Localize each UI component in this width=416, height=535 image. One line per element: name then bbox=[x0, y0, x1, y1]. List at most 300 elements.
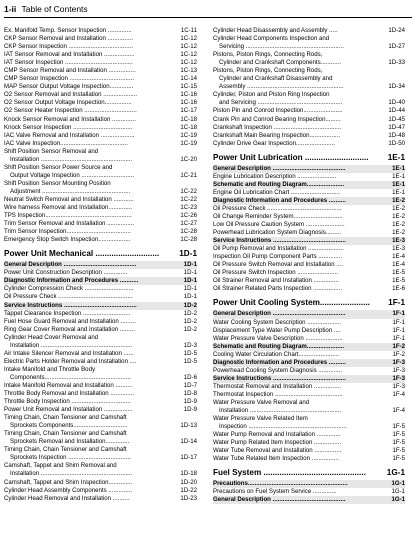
toc-entry-page: 1D-40 bbox=[388, 99, 405, 107]
toc-entry[interactable] bbox=[213, 335, 405, 343]
toc-entry-title: IAC Valve Inspection........................................ bbox=[4, 139, 128, 147]
toc-entry-title: Water Pressure Valve Description ...................... bbox=[213, 334, 343, 342]
toc-entry[interactable] bbox=[213, 140, 405, 148]
toc-entry[interactable] bbox=[213, 253, 405, 261]
toc-entry-page: 1E-2 bbox=[392, 229, 405, 237]
toc-entry[interactable] bbox=[4, 43, 197, 51]
toc-entry-title: Neutral Switch Removal and Installation ............ bbox=[4, 195, 134, 203]
toc-entry[interactable] bbox=[4, 358, 197, 366]
toc-entry-title: O2 Sensor Removal and Installation .................... bbox=[4, 91, 138, 99]
toc-entry-title: Cylinder Head Components Inspection and bbox=[213, 35, 330, 43]
toc-entry[interactable] bbox=[4, 285, 197, 293]
toc-subsection[interactable] bbox=[213, 165, 405, 173]
toc-entry-title: Knock Sensor Inspection ................................... bbox=[4, 123, 133, 131]
toc-entry-title: Assembly ......................................................... bbox=[219, 83, 344, 91]
toc-entry-title: IAC Valve Removal and Installation .................... bbox=[4, 131, 135, 139]
toc-entry-page: 1C-12 bbox=[180, 51, 197, 59]
toc-entry-page: 1E-6 bbox=[392, 285, 405, 293]
toc-entry-page: 1E-1 bbox=[392, 180, 405, 188]
toc-entry-page: 1C-21 bbox=[180, 171, 197, 179]
toc-subsection[interactable] bbox=[213, 359, 405, 367]
toc-entry-title: Power Unit Mechanical ............................ bbox=[4, 249, 160, 259]
toc-entry[interactable] bbox=[213, 423, 405, 431]
toc-entry-title: Service Instructions ........................................... bbox=[213, 374, 346, 382]
toc-entry-title: Engine Lubrication Description ....................... bbox=[213, 172, 337, 180]
toc-entry-title: Timing Chain, Chain Tensioner and Camshaft bbox=[4, 446, 127, 454]
toc-entry[interactable] bbox=[4, 51, 197, 59]
toc-entry[interactable] bbox=[4, 172, 197, 180]
toc-entry-page: 1D-45 bbox=[388, 115, 405, 123]
toc-entry[interactable] bbox=[213, 399, 405, 407]
toc-entry-title: IAT Sensor Inspection ........................................ bbox=[4, 59, 133, 67]
toc-entry-page: 1D-1 bbox=[183, 285, 197, 293]
toc-entry[interactable] bbox=[4, 422, 197, 430]
toc-subsection[interactable] bbox=[4, 302, 197, 310]
toc-entry-title: Diagnostic Information and Procedures .......... bbox=[213, 196, 346, 204]
toc-entry-title: Cooling Water Circulation Chart........................ bbox=[213, 350, 340, 358]
toc-entry[interactable] bbox=[4, 342, 197, 350]
toc-entry-page: 1C-13 bbox=[180, 67, 197, 75]
toc-subsection[interactable] bbox=[213, 375, 405, 383]
toc-entry-title: CKP Sensor Removal and Installation ............... bbox=[4, 35, 133, 43]
toc-section-heading[interactable] bbox=[213, 463, 405, 480]
toc-entry-title: Installation ...................................................... bbox=[10, 341, 133, 349]
toc-entry-page: 1E-1 bbox=[392, 164, 405, 172]
toc-entry-title: Knock Sensor Removal and Installation .............. bbox=[4, 115, 136, 123]
toc-entry-title: Power Unit Cooling System...................... bbox=[213, 298, 370, 308]
toc-entry-title: Tappet Clearance Inspection ............................ bbox=[4, 309, 131, 317]
toc-entry[interactable] bbox=[213, 261, 405, 269]
toc-entry[interactable] bbox=[4, 446, 197, 454]
toc-entry-title: Intake Manifold Removal and Installation .......... bbox=[4, 381, 133, 389]
toc-entry-page: 1D-22 bbox=[180, 486, 197, 494]
toc-entry-title: Cylinder and Crankshaft Disassembly and bbox=[219, 75, 333, 83]
toc-entry[interactable] bbox=[4, 75, 197, 83]
toc-entry-title: General Description ........................................... bbox=[213, 310, 346, 318]
toc-entry-page: 1C-23 bbox=[180, 204, 197, 212]
toc-entry-page: 1D-1 bbox=[183, 293, 197, 301]
toc-entry-title: Output Voltage Inspection ............................... bbox=[10, 171, 134, 179]
toc-entry[interactable] bbox=[4, 236, 197, 244]
toc-entry[interactable] bbox=[4, 495, 197, 503]
toc-entry-title: Cylinder Head Removal and Installation .......... bbox=[4, 494, 130, 502]
toc-entry[interactable] bbox=[213, 455, 405, 463]
toc-entry-page: 1D-33 bbox=[388, 59, 405, 67]
toc-entry[interactable] bbox=[4, 454, 197, 462]
page-number: 1-ii bbox=[4, 4, 17, 14]
toc-entry[interactable] bbox=[213, 67, 405, 75]
toc-entry-page: 1F-1 bbox=[388, 298, 405, 308]
toc-entry-page: 1F-1 bbox=[392, 310, 405, 318]
toc-entry[interactable] bbox=[4, 180, 197, 188]
toc-entry[interactable] bbox=[213, 415, 405, 423]
toc-entry-page: 1C-12 bbox=[180, 59, 197, 67]
toc-entry[interactable] bbox=[4, 148, 197, 156]
toc-entry-page: 1D-2 bbox=[183, 301, 197, 309]
toc-entry-title: Cylinder, Piston and Piston Ring Inspection bbox=[213, 91, 330, 99]
toc-entry-title: Throttle Body Removal and Installation .............. bbox=[4, 390, 135, 398]
toc-entry-title: CMP Sensor Inspection ...................................... bbox=[4, 75, 134, 83]
toc-entry-title: and Servicing .................................................. bbox=[219, 99, 343, 107]
toc-entry-page: 1E-3 bbox=[392, 245, 405, 253]
header-divider bbox=[4, 17, 412, 18]
toc-entry-title: Diagnostic Information and Procedures ........... bbox=[4, 277, 139, 285]
toc-entry[interactable] bbox=[213, 277, 405, 285]
toc-entry[interactable] bbox=[213, 319, 405, 327]
toc-entry-title: Cylinder and Crankshaft Components............ bbox=[219, 59, 341, 67]
toc-entry-title: Engine Oil Lubrication Chart ............................. bbox=[213, 188, 341, 196]
toc-entry[interactable] bbox=[213, 431, 405, 439]
toc-entry-title: CKP Sensor Inspection ...................................... bbox=[4, 43, 133, 51]
toc-entry-title: Service Instructions ........................................... bbox=[213, 237, 346, 245]
toc-entry[interactable] bbox=[4, 27, 197, 35]
toc-entry-page: 1D-13 bbox=[180, 422, 197, 430]
toc-entry[interactable] bbox=[4, 196, 197, 204]
toc-entry[interactable] bbox=[213, 205, 405, 213]
toc-entry[interactable] bbox=[4, 188, 197, 196]
toc-entry-page: 1C-19 bbox=[180, 131, 197, 139]
toc-entry[interactable] bbox=[4, 59, 197, 67]
toc-entry-title: Schematic and Routing Diagram...................... bbox=[213, 342, 345, 350]
toc-entry[interactable] bbox=[4, 310, 197, 318]
toc-entry[interactable] bbox=[213, 285, 405, 293]
toc-entry-page: 1C-20 bbox=[180, 155, 197, 163]
toc-entry-page: 1C-12 bbox=[180, 35, 197, 43]
toc-entry-title: Cylinder Compression Check ............................. bbox=[4, 285, 134, 293]
toc-entry-page: 1G-1 bbox=[391, 496, 405, 504]
toc-entry-page: 1D-7 bbox=[183, 381, 197, 389]
toc-entry-title: Intake Manifold and Throttle Body bbox=[4, 365, 96, 373]
toc-section-heading[interactable] bbox=[213, 293, 405, 310]
toc-section-heading[interactable] bbox=[213, 148, 405, 165]
toc-section-heading[interactable] bbox=[4, 244, 197, 261]
toc-entry-page: 1F-5 bbox=[392, 423, 405, 431]
toc-entry-page: 1F-3 bbox=[392, 374, 405, 382]
toc-entry[interactable] bbox=[4, 116, 197, 124]
toc-entry-title: General Description ........................................... bbox=[4, 261, 137, 269]
toc-subsection[interactable] bbox=[213, 480, 405, 488]
toc-entry-page: 1C-22 bbox=[180, 187, 197, 195]
toc-entry-title: Power Unit Construction Description .............. bbox=[4, 269, 128, 277]
toc-entry-page: 1C-16 bbox=[180, 91, 197, 99]
toc-entry-title: Emergency Stop Switch Inspection................... bbox=[4, 236, 131, 244]
toc-entry-page: 1D-1 bbox=[183, 261, 197, 269]
toc-entry-title: Trim Sensor Inspection...................................... bbox=[4, 228, 131, 236]
toc-entry-title: Powerhead Lubrication System Diagnosis......... bbox=[213, 229, 342, 237]
toc-entry-page: 1D-1 bbox=[183, 277, 197, 285]
toc-entry-title: CMP Sensor Removal and Installation ................ bbox=[4, 67, 136, 75]
toc-entry-title: Crank Pin and Conrod Bearing Inspection......... bbox=[213, 115, 341, 123]
toc-entry[interactable] bbox=[213, 59, 405, 67]
toc-entry[interactable] bbox=[4, 406, 197, 414]
toc-entry-page: 1E-5 bbox=[392, 269, 405, 277]
toc-entry-title: O2 Sensor Heater Inspection ............................... bbox=[4, 107, 137, 115]
toc-entry-title: Oil Change Reminder System............................. bbox=[213, 212, 343, 220]
toc-entry-title: Fuel Hose Guard Removal and Installation ......... bbox=[4, 317, 136, 325]
toc-entry[interactable] bbox=[4, 293, 197, 301]
toc-entry[interactable] bbox=[4, 99, 197, 107]
toc-entry-page: 1D-47 bbox=[388, 123, 405, 131]
toc-entry-page: 1F-5 bbox=[392, 439, 405, 447]
toc-subsection[interactable] bbox=[213, 181, 405, 189]
toc-subsection[interactable] bbox=[213, 237, 405, 245]
toc-entry-page: 1E-2 bbox=[392, 204, 405, 212]
toc-entry-title: Throttle Body Inspection ................................... bbox=[4, 398, 131, 406]
toc-entry-title: Timing Chain, Chain Tensioner and Camshaft bbox=[4, 414, 127, 422]
toc-entry[interactable] bbox=[4, 382, 197, 390]
toc-entry[interactable] bbox=[4, 164, 197, 172]
toc-entry-title: Timing Chain, Chain Tensioner and Camshaft bbox=[4, 430, 127, 438]
toc-entry-page: 1F-5 bbox=[392, 455, 405, 463]
toc-entry[interactable] bbox=[4, 124, 197, 132]
toc-entry[interactable] bbox=[4, 414, 197, 422]
toc-entry-page: 1D-5 bbox=[183, 349, 197, 357]
toc-entry-page: 1C-26 bbox=[180, 212, 197, 220]
toc-entry-title: Oil Pressure Check ............................................ bbox=[213, 204, 342, 212]
toc-entry-title: Cylinder Head Disassembly and Assembly ..... bbox=[213, 27, 338, 34]
toc-entry-page: 1C-22 bbox=[180, 195, 197, 203]
toc-entry[interactable] bbox=[4, 140, 197, 148]
toc-entry-title: Oil Pressure Switch Removal and Installation .... bbox=[213, 261, 344, 269]
toc-entry[interactable] bbox=[213, 124, 405, 132]
toc-entry-page: 1D-44 bbox=[388, 107, 405, 115]
toc-entry-title: Shift Position Sensor Power Source and bbox=[4, 163, 113, 171]
toc-entry-page: 1C-11 bbox=[180, 27, 197, 34]
toc-entry-title: Sprockets Components................................ bbox=[10, 422, 128, 430]
toc-entry[interactable] bbox=[213, 116, 405, 124]
toc-entry-page: 1D-34 bbox=[388, 83, 405, 91]
toc-subsection[interactable] bbox=[213, 343, 405, 351]
toc-entry-page: 1D-9 bbox=[183, 398, 197, 406]
toc-entry-page: 1F-3 bbox=[392, 366, 405, 374]
toc-entry[interactable] bbox=[213, 407, 405, 415]
toc-entry-page: 1D-14 bbox=[180, 438, 197, 446]
toc-entry[interactable] bbox=[213, 83, 405, 91]
toc-entry-title: Components................................................... bbox=[10, 373, 131, 381]
toc-entry-title: Inspection .......................................................... bbox=[219, 423, 347, 431]
toc-entry[interactable] bbox=[4, 91, 197, 99]
toc-entry-page: 1C-12 bbox=[180, 43, 197, 51]
toc-entry-title: Low Oil Pressure Caution System ....................... bbox=[213, 221, 345, 229]
toc-entry-page: 1C-15 bbox=[180, 83, 197, 91]
toc-entry-page: 1F-3 bbox=[392, 358, 405, 366]
toc-subsection[interactable] bbox=[213, 197, 405, 205]
toc-entry-title: Installation ...................................................... bbox=[219, 407, 342, 415]
toc-entry-page: 1F-1 bbox=[392, 334, 405, 342]
toc-entry[interactable] bbox=[213, 229, 405, 237]
toc-entry-page: 1E-2 bbox=[392, 221, 405, 229]
toc-entry-title: Fuel System ............................................. bbox=[213, 468, 366, 478]
toc-entry-title: Cylinder Head Cover Removal and bbox=[4, 333, 99, 341]
toc-subsection[interactable] bbox=[4, 277, 197, 285]
toc-entry-page: 1E-1 bbox=[392, 188, 405, 196]
toc-entry[interactable] bbox=[4, 83, 197, 91]
toc-entry-title: Installation ...................................................... bbox=[10, 155, 133, 163]
toc-entry-title: Precautions........................................................... bbox=[213, 480, 348, 488]
toc-entry-title: Shift Position Sensor Removal and bbox=[4, 147, 99, 155]
toc-entry[interactable] bbox=[213, 189, 405, 197]
toc-entry[interactable] bbox=[4, 390, 197, 398]
toc-entry[interactable] bbox=[213, 51, 405, 59]
toc-entry[interactable] bbox=[213, 43, 405, 51]
toc-entry[interactable] bbox=[4, 398, 197, 406]
toc-entry[interactable] bbox=[213, 269, 405, 277]
toc-entry-title: Schematic and Routing Diagram...................... bbox=[213, 180, 345, 188]
toc-entry-page: 1C-16 bbox=[180, 99, 197, 107]
toc-entry-title: Power Unit Lubrication ............................ bbox=[213, 152, 369, 162]
toc-entry-title: General Description ........................................... bbox=[213, 496, 346, 504]
toc-entry-page: 1D-1 bbox=[179, 249, 197, 259]
toc-entry-title: Piston Pin and Conrod Inspection....................... bbox=[213, 107, 343, 115]
toc-entry[interactable] bbox=[4, 35, 197, 43]
toc-entry-page: 1C-18 bbox=[180, 123, 197, 131]
toc-entry-title: Water Pressure Valve Related Item bbox=[213, 415, 308, 423]
toc-entry[interactable] bbox=[213, 91, 405, 99]
toc-entry-page: 1F-5 bbox=[392, 431, 405, 439]
toc-entry-page: 1C-28 bbox=[180, 236, 197, 244]
toc-subsection[interactable] bbox=[213, 310, 405, 318]
toc-entry-title: Displacement Type Water Pump Description .... bbox=[213, 326, 341, 334]
toc-entry-page: 1D-1 bbox=[183, 269, 197, 277]
toc-entry-title: Oil Pump Removal and Installation ..................... bbox=[213, 245, 344, 253]
toc-entry-page: 1C-17 bbox=[180, 107, 197, 115]
toc-entry-page: 1D-27 bbox=[388, 43, 405, 51]
toc-entry-page: 1D-23 bbox=[180, 494, 197, 502]
toc-entry[interactable] bbox=[213, 488, 405, 496]
toc-entry[interactable] bbox=[213, 383, 405, 391]
toc-entry[interactable] bbox=[213, 173, 405, 181]
toc-entry-page: 1E-5 bbox=[392, 277, 405, 285]
toc-entry[interactable] bbox=[213, 351, 405, 359]
toc-entry-title: Oil Strainer Removal and Installation ............... bbox=[213, 277, 339, 285]
toc-entry-title: Cylinder Head Assembly Components .............. bbox=[4, 486, 133, 494]
toc-entry-title: Oil Pressure Switch Inspection ........................ bbox=[213, 269, 338, 277]
toc-entry[interactable] bbox=[213, 391, 405, 399]
toc-entry[interactable] bbox=[4, 350, 197, 358]
toc-entry-title: Water Tube Related Item Inspection ................ bbox=[213, 455, 339, 463]
toc-entry-title: Water Tube Removal and Installation ................ bbox=[213, 447, 342, 455]
toc-entry-page: 1D-48 bbox=[388, 131, 405, 139]
toc-entry-title: Camshaft, Tappet and Shim Removal and bbox=[4, 462, 117, 470]
toc-entry-title: Powerhead Cooling System Diagnosis .............. bbox=[213, 366, 343, 374]
toc-entry-page: 1D-9 bbox=[183, 406, 197, 414]
toc-entry-page: 1F-4 bbox=[392, 407, 405, 415]
toc-entry[interactable] bbox=[4, 318, 197, 326]
toc-entry-title: Shift Position Sensor Mounting Position bbox=[4, 179, 111, 187]
toc-entry-title: Sprockets Inspection ..................................... bbox=[10, 454, 131, 462]
toc-entry-title: General Description ........................................... bbox=[213, 164, 346, 172]
toc-entry-page: 1G-1 bbox=[391, 488, 405, 496]
toc-entry[interactable] bbox=[4, 462, 197, 470]
toc-entry-title: O2 Sensor Output Voltage Inspection................ bbox=[4, 99, 132, 107]
toc-subsection[interactable] bbox=[4, 261, 197, 269]
toc-entry-page: 1D-5 bbox=[183, 357, 197, 365]
toc-entry-page: 1D-24 bbox=[388, 27, 405, 34]
toc-entry[interactable] bbox=[4, 479, 197, 487]
toc-entry[interactable] bbox=[213, 327, 405, 335]
toc-entry[interactable] bbox=[213, 221, 405, 229]
toc-entry[interactable] bbox=[213, 27, 405, 35]
toc-entry[interactable] bbox=[4, 334, 197, 342]
toc-right-column bbox=[213, 27, 405, 504]
toc-entry-page: 1D-17 bbox=[180, 454, 197, 462]
toc-entry[interactable] bbox=[4, 487, 197, 495]
toc-entry-page: 1D-2 bbox=[183, 309, 197, 317]
toc-entry-title: MAP Sensor Output Voltage Inspection.............. bbox=[4, 83, 134, 91]
toc-entry[interactable] bbox=[4, 107, 197, 115]
toc-entry[interactable] bbox=[213, 245, 405, 253]
toc-entry-title: Electric Parts Holder Removal and Installation .... bbox=[4, 357, 137, 365]
toc-entry-title: Water Pump Related Item Inspection ................ bbox=[213, 439, 342, 447]
page-title: Table of Contents bbox=[21, 4, 88, 14]
toc-entry[interactable] bbox=[4, 326, 197, 334]
toc-entry[interactable] bbox=[213, 439, 405, 447]
toc-entry[interactable] bbox=[4, 220, 197, 228]
toc-entry-page: 1D-2 bbox=[183, 325, 197, 333]
toc-entry[interactable] bbox=[4, 430, 197, 438]
toc-entry[interactable] bbox=[213, 132, 405, 140]
toc-entry[interactable] bbox=[4, 366, 197, 374]
toc-entry-page: 1F-5 bbox=[392, 447, 405, 455]
toc-entry[interactable] bbox=[4, 438, 197, 446]
toc-entry-page: 1E-4 bbox=[392, 253, 405, 261]
toc-entry-title: Pistons, Piston Rings, Connecting Rods, bbox=[213, 67, 323, 75]
toc-entry-title: Water Pump Removal and Installation .............. bbox=[213, 431, 341, 439]
toc-entry-title: Water Pressure Valve Removal and bbox=[213, 398, 310, 406]
toc-entry-page: 1D-6 bbox=[183, 373, 197, 381]
toc-entry-page: 1E-2 bbox=[392, 212, 405, 220]
toc-entry-page: 1C-14 bbox=[180, 75, 197, 83]
toc-entry[interactable] bbox=[4, 212, 197, 220]
toc-entry[interactable] bbox=[213, 367, 405, 375]
toc-entry-title: Precautions on Fuel System Service .............. bbox=[213, 488, 337, 496]
toc-entry-title: Adjustment .................................................... bbox=[10, 187, 131, 195]
toc-entry[interactable] bbox=[4, 204, 197, 212]
page-header bbox=[4, 2, 88, 16]
toc-entry-title: Ring Gear Cover Removal and Installation ......... bbox=[4, 325, 136, 333]
toc-entry-title: Cylinder Drive Gear Inspection....................... bbox=[213, 139, 335, 147]
toc-entry-page: 1C-27 bbox=[180, 220, 197, 228]
toc-entry-page: 1D-8 bbox=[183, 390, 197, 398]
toc-entry[interactable] bbox=[4, 374, 197, 382]
toc-entry-title: IAT Sensor Removal and Installation .................. bbox=[4, 51, 135, 59]
toc-entry[interactable] bbox=[4, 470, 197, 478]
toc-entry-title: Power Unit Removal and Installation ................. bbox=[4, 406, 133, 414]
toc-entry[interactable] bbox=[213, 213, 405, 221]
toc-entry-page: 1E-2 bbox=[392, 196, 405, 204]
toc-entry[interactable] bbox=[4, 132, 197, 140]
toc-entry-title: Diagnostic Information and Procedures .......... bbox=[213, 358, 346, 366]
toc-entry[interactable] bbox=[213, 107, 405, 115]
toc-entry[interactable] bbox=[213, 75, 405, 83]
toc-entry[interactable] bbox=[4, 269, 197, 277]
toc-entry-page: 1G-1 bbox=[386, 468, 405, 478]
toc-entry-page: 1E-4 bbox=[392, 261, 405, 269]
toc-entry[interactable] bbox=[213, 99, 405, 107]
toc-subsection[interactable] bbox=[213, 496, 405, 504]
toc-entry-page: 1D-3 bbox=[183, 341, 197, 349]
toc-entry[interactable] bbox=[4, 156, 197, 164]
toc-entry-page: 1C-19 bbox=[180, 139, 197, 147]
toc-entry[interactable] bbox=[213, 447, 405, 455]
toc-entry[interactable] bbox=[213, 35, 405, 43]
toc-entry-page: 1F-4 bbox=[392, 390, 405, 398]
toc-entry-title: Thermostat Removal and Installation ................ bbox=[213, 382, 342, 390]
toc-entry-page: 1F-1 bbox=[392, 326, 405, 334]
toc-entry[interactable] bbox=[4, 67, 197, 75]
toc-entry[interactable] bbox=[4, 228, 197, 236]
toc-entry-title: Wire harness Removal and Installation.............. bbox=[4, 204, 133, 212]
